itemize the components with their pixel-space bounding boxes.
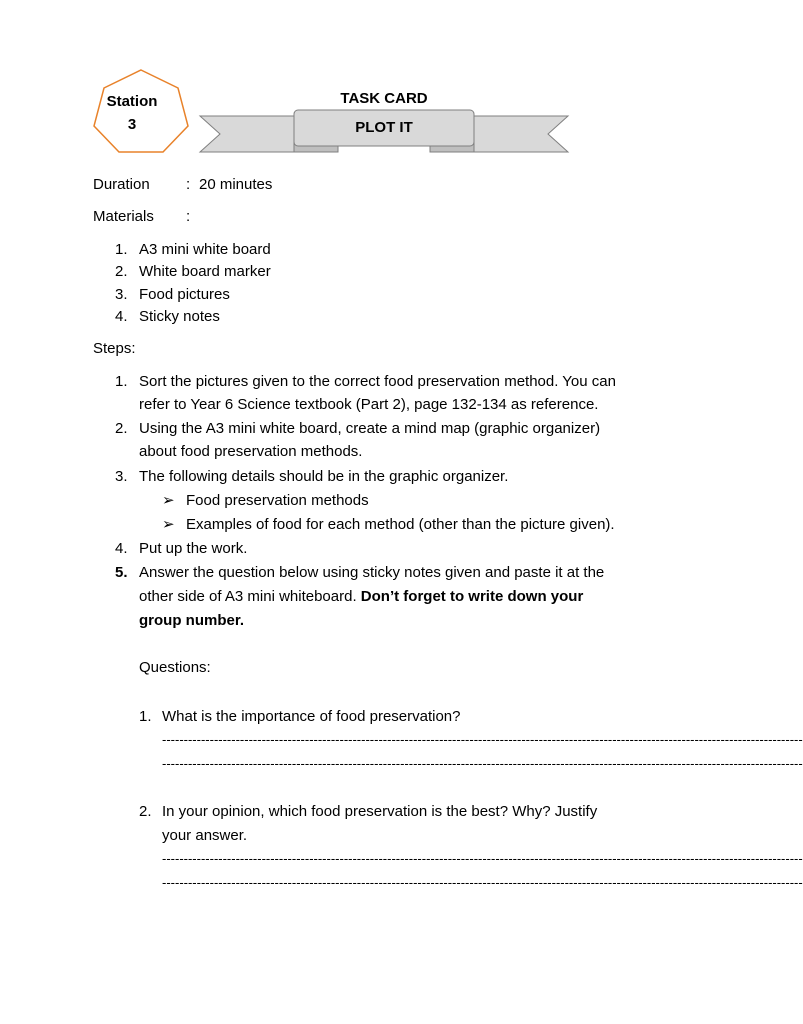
- step-5-line-1: Answer the question below using sticky notes given and paste it at the: [139, 564, 605, 581]
- answer-line: ----------------------------------------------------------------------------------------------------------------------------------------------------: [162, 875, 803, 890]
- answer-line: ----------------------------------------------------------------------------------------------------------------------------------------------------: [162, 732, 803, 747]
- materials-num-1: 1.: [115, 241, 128, 258]
- step-5-line-2-plain: other side of A3 mini whiteboard.: [139, 588, 357, 605]
- question-1-text: What is the importance of food preservation?: [162, 708, 461, 725]
- step-5-line-2-bold: Don’t forget to write down your: [360, 588, 584, 605]
- step-1-line-1: Sort the pictures given to the correct food preservation method. You can: [139, 373, 616, 390]
- question-2-line-2: your answer.: [162, 827, 248, 844]
- step-num-2: 2.: [115, 420, 128, 437]
- step-num-5: 5.: [115, 564, 128, 581]
- materials-num-3: 3.: [115, 286, 128, 303]
- step-2-line-2: about food preservation methods.: [139, 443, 363, 460]
- question-num-2: 2.: [139, 803, 152, 820]
- step-4-line-1: Put up the work.: [139, 540, 248, 557]
- steps-label: Steps:: [93, 340, 136, 357]
- step-2-line-1: Using the A3 mini white board, create a mind map (graphic organizer): [139, 420, 601, 437]
- page-title: TASK CARD: [340, 90, 428, 107]
- materials-sep: :: [186, 208, 191, 225]
- station-heptagon: [92, 68, 190, 156]
- arrow-bullet-icon: ➢: [162, 516, 175, 533]
- ribbon-text: PLOT IT: [355, 119, 413, 136]
- materials-item: Sticky notes: [139, 308, 220, 325]
- answer-line: ----------------------------------------------------------------------------------------------------------------------------------------------------: [162, 851, 803, 866]
- step-num-3: 3.: [115, 468, 128, 485]
- arrow-bullet-icon: ➢: [162, 492, 175, 509]
- questions-label: Questions:: [139, 659, 211, 676]
- materials-item: A3 mini white board: [139, 241, 271, 258]
- materials-num-4: 4.: [115, 308, 128, 325]
- question-2-line-1: In your opinion, which food preservation is the best? Why? Justify: [162, 803, 598, 820]
- question-num-1: 1.: [139, 708, 152, 725]
- step-3-line-1: The following details should be in the graphic organizer.: [139, 468, 509, 485]
- step-5-line-2: [139, 588, 583, 605]
- materials-label: Materials: [93, 208, 154, 225]
- step-1-line-2: refer to Year 6 Science textbook (Part 2), page 132-134 as reference.: [139, 396, 599, 413]
- materials-item: Food pictures: [139, 286, 230, 303]
- step-5-line-3: group number.: [139, 612, 244, 629]
- answer-line: ----------------------------------------------------------------------------------------------------------------------------------------------------: [162, 756, 803, 771]
- step-num-1: 1.: [115, 373, 128, 390]
- materials-num-2: 2.: [115, 263, 128, 280]
- materials-item: White board marker: [139, 263, 271, 280]
- duration-sep: :: [186, 176, 191, 193]
- duration-value: 20 minutes: [199, 176, 273, 193]
- duration-label: Duration: [93, 176, 150, 193]
- step-3-bullet: Food preservation methods: [186, 492, 369, 509]
- station-number: 3: [127, 116, 137, 133]
- step-num-4: 4.: [115, 540, 128, 557]
- station-label: Station: [106, 93, 158, 110]
- step-3-bullet: Examples of food for each method (other than the picture given).: [186, 516, 615, 533]
